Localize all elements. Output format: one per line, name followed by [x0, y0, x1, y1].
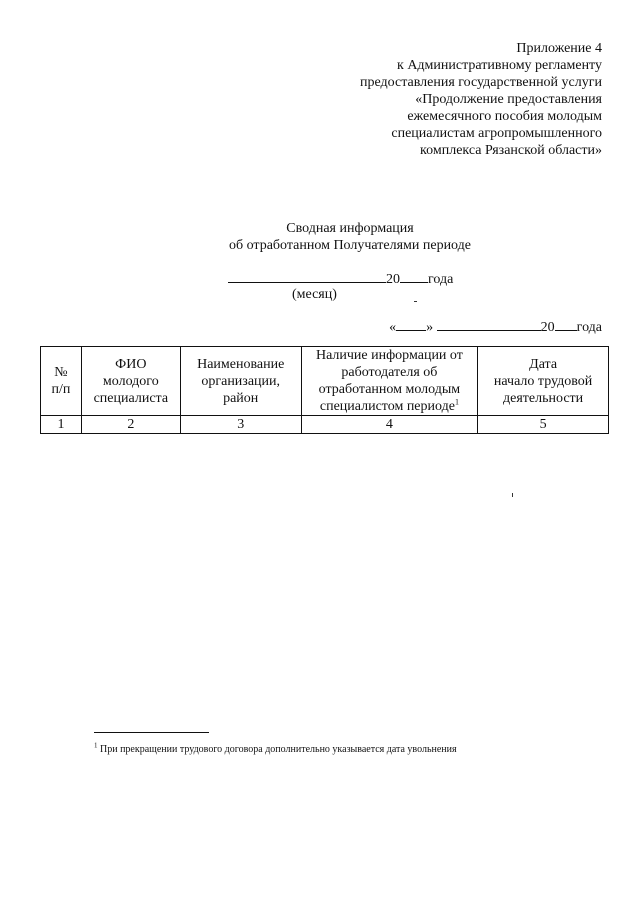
appendix-line: ежемесячного пособия молодым — [407, 109, 602, 124]
table-header-row — [41, 347, 609, 416]
appendix-line: специалистам агропромышленного — [391, 126, 602, 141]
scan-mark — [512, 493, 513, 497]
date-year-blank — [555, 316, 577, 331]
header-text: Наименование — [197, 356, 285, 372]
column-number: 5 — [478, 416, 609, 434]
appendix-line: к Административному регламенту — [397, 58, 602, 73]
header-text: Наличие информации от — [315, 348, 463, 363]
month-caption: (месяц) — [292, 287, 337, 302]
header-number — [41, 347, 82, 416]
year-blank — [400, 268, 428, 283]
summary-table — [40, 346, 609, 434]
header-text: специалистом периоде — [319, 399, 455, 414]
scan-mark — [414, 301, 417, 302]
appendix-line: предоставления государственной услуги — [360, 75, 602, 90]
header-text: начало трудовой — [493, 373, 593, 389]
period-year-suffix: года — [428, 272, 454, 287]
appendix-line: комплекса Рязанской области» — [420, 143, 602, 158]
column-number: 2 — [81, 416, 180, 434]
header-text: отработанном молодым — [318, 382, 461, 397]
footnote — [94, 741, 457, 756]
header-text: Дата — [529, 356, 558, 372]
header-fio — [81, 347, 180, 416]
title-line-2: об отработанном Получателями периоде — [228, 238, 471, 253]
reporting-period-line — [228, 268, 453, 288]
table-row — [41, 416, 609, 434]
period-year-prefix: 20 — [386, 272, 400, 287]
column-number: 1 — [41, 416, 82, 434]
appendix-header — [302, 40, 602, 159]
header-text: молодого — [102, 373, 159, 389]
column-number: 4 — [301, 416, 478, 434]
header-text: деятельности — [503, 390, 584, 406]
title-line-1: Сводная информация — [286, 221, 414, 236]
date-close-quote: » — [426, 320, 434, 335]
date-month-blank — [437, 316, 541, 331]
document-title — [0, 220, 640, 254]
header-organization — [180, 347, 301, 416]
column-number: 3 — [180, 416, 301, 434]
appendix-line: Приложение 4 — [516, 41, 602, 56]
date-year-prefix: 20 — [540, 320, 555, 335]
footnote-mark: 1 — [454, 397, 459, 407]
header-text: район — [223, 390, 259, 406]
header-text: специалиста — [93, 390, 169, 406]
day-blank — [396, 316, 426, 331]
header-start-date — [478, 347, 609, 416]
footnote-text: При прекращении трудового договора дополнительно указывается дата увольнения — [100, 744, 457, 755]
header-employer-info — [301, 347, 478, 416]
header-text: организации, — [201, 373, 281, 389]
document-date-line — [389, 316, 602, 336]
header-text: п/п — [51, 382, 71, 397]
header-text: № — [54, 365, 68, 380]
month-blank — [228, 268, 386, 283]
appendix-line: «Продолжение предоставления — [415, 92, 602, 107]
footnote-separator — [94, 732, 209, 733]
footnote-number: 1 — [94, 741, 98, 750]
header-text: ФИО — [115, 356, 147, 372]
header-text: работодателя об — [341, 365, 438, 380]
date-open-quote: « — [389, 320, 397, 335]
date-year-suffix: года — [576, 320, 602, 335]
